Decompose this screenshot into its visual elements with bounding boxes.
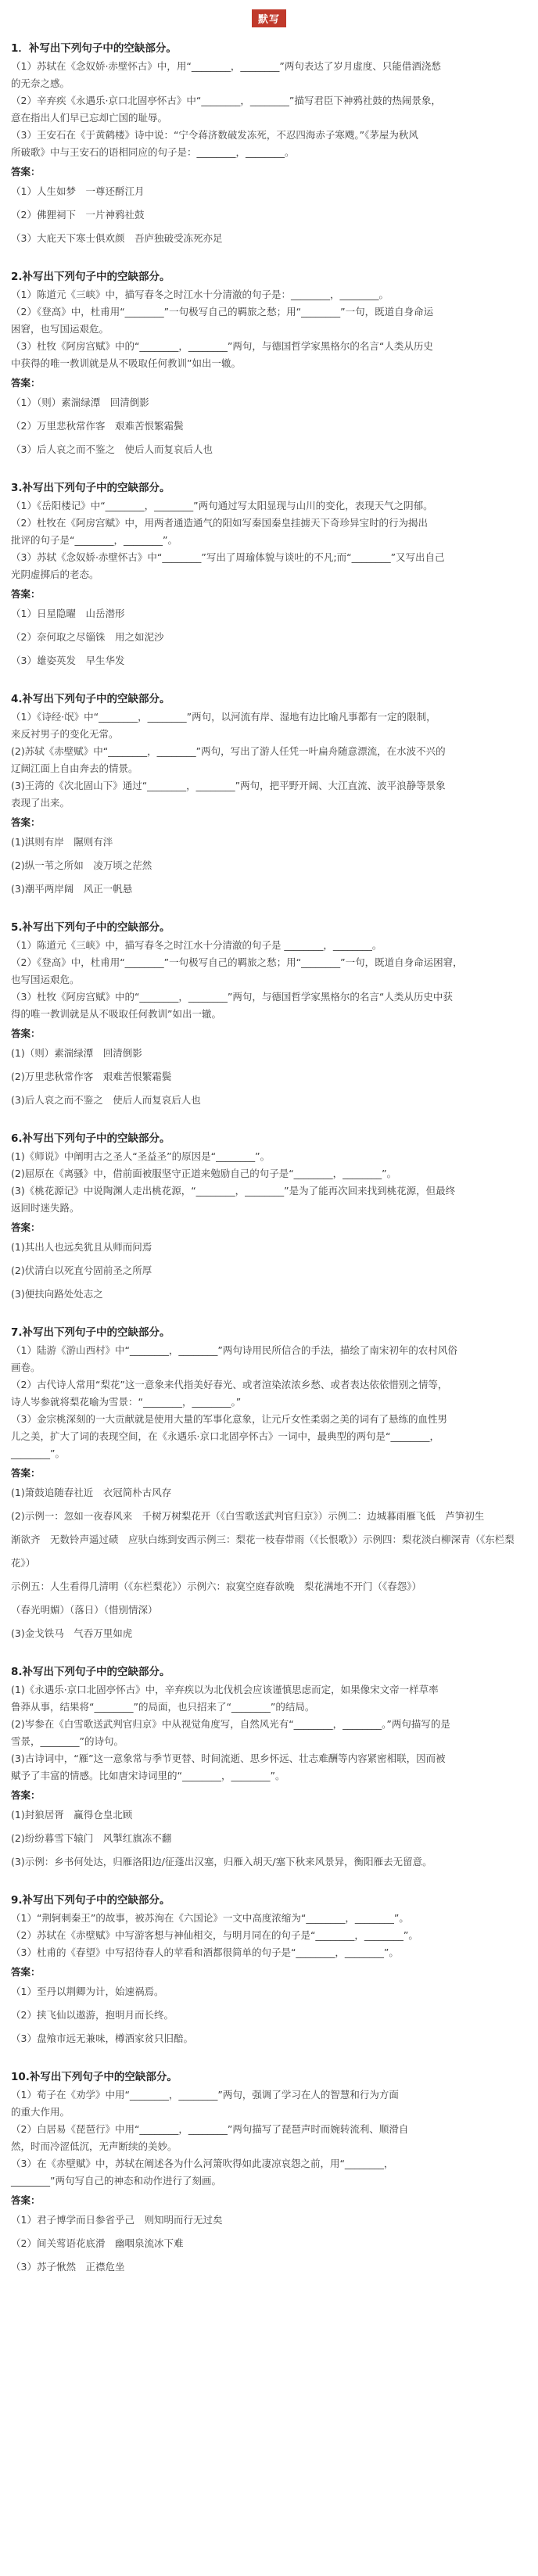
question-line: (2)屈原在《离骚》中，借前面被服坚守正道来勉励自己的句子是“________，________”。 xyxy=(11,1168,397,1179)
question-line: 也写国运艰危。 xyxy=(11,974,80,985)
answer-line: (1)封狼居胥 赢得仓皇北顾 xyxy=(11,1809,133,1821)
question-section xyxy=(11,1129,527,1320)
question-line: （1）陆游《游山西村》中“________，________”两句诗用民所信合的手法，描绘了南宋初年的农村风俗 xyxy=(11,1344,457,1356)
answer-line: （3）盘飧市远无兼味，樽酒家贫只旧醅。 xyxy=(11,2032,193,2044)
answer-label: 答案： xyxy=(11,1467,41,1479)
answer-line: （3）苏子愀然 正襟危坐 xyxy=(11,2261,125,2273)
question-line: 批评的句子是“________，________”。 xyxy=(11,534,178,546)
answer-line: （春光明媚）（落日）（惜别情深） xyxy=(11,1604,158,1616)
question-title: 8.补写出下列句子中的空缺部分。 xyxy=(11,1666,170,1678)
answer-line: (1)其出人也远矣犹且从师而问焉 xyxy=(11,1241,152,1253)
answer-label: 答案： xyxy=(11,1222,41,1233)
answer-label: 答案： xyxy=(11,2194,41,2206)
answer-line: （1）人生如梦 一尊还酹江月 xyxy=(11,185,145,197)
question-line: 诗人岑参就将梨花喻为雪景：“________，________。” xyxy=(11,1396,242,1408)
answer-line: 示例五：人生看得几清明（《东栏梨花》）示例六：寂寞空庭春欲晚 梨花满地不开门（《春怨》） xyxy=(11,1580,422,1592)
question-title: 10.补写出下列句子中的空缺部分。 xyxy=(11,2071,178,2083)
question-line: (3)《桃花源记》中说陶渊人走出桃花源，“________，________”是为了能再次回来找到桃花源，但最终 xyxy=(11,1185,456,1197)
answer-label: 答案： xyxy=(11,166,41,178)
section-gap xyxy=(11,250,527,264)
answer-line: （3）雄姿英发 早生华发 xyxy=(11,655,125,666)
answer-line: (1)淇则有岸 隰则有泮 xyxy=(11,836,113,848)
question-line: 来反衬男子的变化无常。 xyxy=(11,728,119,740)
question-line: （1）陈道元《三峡》中，描写春冬之时江水十分清澈的句子是：________，________。 xyxy=(11,289,389,300)
question-line: ________”。 xyxy=(11,1448,65,1459)
answer-line: 渐欲齐 无数铃声遥过碛 应驮白练到安西示例三：梨花一枝春带雨（《长恨歌》）示例四：梨花淡白柳深青（《东栏梨花》） xyxy=(11,1534,515,1569)
question-line: 雪景，________”的诗句。 xyxy=(11,1735,124,1747)
section-gap xyxy=(11,2050,527,2065)
answer-line: (1)（则）素湍绿潭 回清倒影 xyxy=(11,1047,142,1059)
answer-line: (3)后人哀之而不鉴之 使后人而复哀后人也 xyxy=(11,1094,201,1106)
question-section xyxy=(11,267,527,475)
title-badge: 默写 xyxy=(252,9,286,27)
question-line: （2）白居易《琵琶行》中用“________，________”两句描写了琵琶声时而婉转流利、顺滑自 xyxy=(11,2123,409,2135)
answer-label: 答案： xyxy=(11,588,41,600)
section-gap xyxy=(11,1306,527,1320)
question-section xyxy=(11,2068,527,2293)
question-title: 5.补写出下列句子中的空缺部分。 xyxy=(11,921,170,934)
question-line: (2)岑参在《白雪歌送武判官归京》中从视觉角度写，自然风光有“________，________。”两句描写的是 xyxy=(11,1718,450,1730)
answer-line: (3)便扶向路处处志之 xyxy=(11,1288,103,1300)
answer-label: 答案： xyxy=(11,1966,41,1978)
question-line: 光阴虚掷后的老态。 xyxy=(11,569,99,580)
question-line: ________”两句写自己的神态和动作进行了刻画。 xyxy=(11,2175,221,2187)
answer-label: 答案： xyxy=(11,816,41,828)
question-line: （3）杜甫的《春望》中写招待春人的苹看和酒都很简单的句子是“________，________”。 xyxy=(11,1946,399,1958)
question-title: 9.补写出下列句子中的空缺部分。 xyxy=(11,1894,170,1907)
answer-line: （1）（则）素湍绿潭 回清倒影 xyxy=(11,396,149,408)
question-line: （3）王安石在《于黄鹤楼》诗中说：“宁令蒋济数破发冻死，不忍四海赤子寒飕。”《茅屋为秋风 xyxy=(11,129,418,141)
answer-line: (1)箫鼓追随春社近 衣冠简朴古风存 xyxy=(11,1487,172,1498)
answer-label: 答案： xyxy=(11,1028,41,1039)
question-line: (2)苏轼《赤壁赋》中“________，________”两句，写出了游人任凭一叶扁舟随意漂流，在水波不兴的 xyxy=(11,745,446,757)
answer-line: (3)潮平两岸阔 风正一帆悬 xyxy=(11,883,133,895)
question-line: 的重大作用。 xyxy=(11,2106,70,2118)
question-line: 的无奈之感。 xyxy=(11,77,70,89)
answer-line: （3）大庇天下寒士俱欢颜 吾庐独破受冻死亦足 xyxy=(11,232,223,244)
answer-line: (3)金戈铁马 气吞万里如虎 xyxy=(11,1627,133,1639)
answer-line: (2)万里悲秋常作客 艰难苦恨繁霜鬓 xyxy=(11,1071,172,1082)
question-line: 得的唯一教训就是从不吸取任何教训”如出一辙。 xyxy=(11,1008,221,1020)
question-title: 7.补写出下列句子中的空缺部分。 xyxy=(11,1326,170,1339)
section-gap xyxy=(11,673,527,687)
section-gap xyxy=(11,2279,527,2293)
question-line: （3）杜牧《阿房宫赋》中的“________，________”两句，与德国哲学家黑格尔的名言“人类从历史中获 xyxy=(11,991,453,1003)
question-section xyxy=(11,39,527,264)
answer-label: 答案： xyxy=(11,1789,41,1801)
answer-line: （2）间关莺语花底滑 幽咽泉流冰下难 xyxy=(11,2237,184,2249)
answer-label: 答案： xyxy=(11,377,41,389)
question-line: 所破歌》中与王安石的语相同应的句子是：________，________。 xyxy=(11,146,295,158)
answer-line: （3）后人哀之而不鉴之 使后人而复哀后人也 xyxy=(11,443,213,455)
question-line: 表现了出来。 xyxy=(11,797,70,809)
question-line: (1)《师说》中阐明古之圣人“圣益圣”的原因是“________”。 xyxy=(11,1150,271,1162)
question-title: 6.补写出下列句子中的空缺部分。 xyxy=(11,1132,170,1145)
question-line: （2）《登高》中，杜甫用“________”一句极写自己的羁旅之愁；用“________”一句，既道自身命运 xyxy=(11,306,434,318)
question-line: （2）苏轼在《赤壁赋》中写游客想与神仙相交，与明月同在的句子是“________，________”。 xyxy=(11,1929,418,1941)
answer-line: (2)伏清白以死直兮固前圣之所厚 xyxy=(11,1265,152,1276)
question-line: （2）杜牧在《阿房宫赋》中，用两者通造通气的阳如写秦国秦皇挂掳天下奇珍异宝时的行为揭出 xyxy=(11,517,428,529)
question-section xyxy=(11,918,527,1126)
question-section xyxy=(11,1323,527,1659)
question-line: 困窘，也写国运艰危。 xyxy=(11,323,109,335)
question-line: （1）“荆轲刺秦王”的故事，被苏洵在《六国论》一文中高度浓缩为“________，________”。 xyxy=(11,1912,409,1924)
question-line: 辽阔江面上自由奔去的情景。 xyxy=(11,762,138,774)
question-line: 返回时迷失路。 xyxy=(11,1202,80,1214)
question-line: 儿之美，扩大了词的表现空间，在《永遇乐·京口北固亭怀古》一词中，最典型的两句是“________， xyxy=(11,1430,439,1442)
question-title: 2.补写出下列句子中的空缺部分。 xyxy=(11,271,170,283)
question-title: 4.补写出下列句子中的空缺部分。 xyxy=(11,693,170,705)
answer-line: （1）日星隐曜 山岳潜形 xyxy=(11,608,125,619)
question-line: （1）苏轼在《念奴娇·赤壁怀古》中，用“________，________”两句表达了岁月虚度、只能借酒浇愁 xyxy=(11,60,441,72)
answer-line: （2）万里悲秋常作客 艰难苦恨繁霜鬓 xyxy=(11,420,184,432)
section-gap xyxy=(11,901,527,915)
question-line: （3）苏轼《念奴娇·赤壁怀古》中“________”写出了周瑜体貌与谈吐的不凡;而“________”又写出自己 xyxy=(11,551,445,563)
question-line: （1）《诗经·氓》中“________，________”两句，以河流有岸、湿地有边比喻凡事都有一定的限制， xyxy=(11,711,436,723)
question-section xyxy=(11,690,527,915)
question-line: 画卷。 xyxy=(11,1362,41,1373)
question-title: 1．补写出下列句子中的空缺部分。 xyxy=(11,42,177,55)
question-section xyxy=(11,1663,527,1888)
question-line: 意在指出人们早已忘却亡国的耻辱。 xyxy=(11,112,168,124)
question-line: （2）古代诗人常用“梨花”这一意象来代指美好春光、或者渲染浓浓乡愁、或者表达依依惜别之情等， xyxy=(11,1379,448,1390)
question-line: 鲁莽从事，结果将“________”的局面，也只招来了“________”的结局。 xyxy=(11,1701,315,1713)
answer-line: (3)示例：乡书何处达，归雁洛阳边/征蓬出汉塞，归雁入胡天/塞下秋来风景异，衡阳雁去无留意。 xyxy=(11,1856,432,1867)
section-gap xyxy=(11,1112,527,1126)
answer-line: (2)纵一苇之所如 凌万顷之茫然 xyxy=(11,859,152,871)
answer-line: (2)纷纷暮雪下辕门 风掣红旗冻不翻 xyxy=(11,1832,172,1844)
question-line: 中获得的唯一教训就是从不吸取任何教训”如出一辙。 xyxy=(11,357,241,369)
answer-line: （1）至丹以荆卿为计，始速祸焉。 xyxy=(11,1986,164,1997)
question-line: （1）《岳阳楼记》中“________，________”两句通过写太阳显现与山川的变化，表现天气之阴郁。 xyxy=(11,500,433,511)
question-title: 3.补写出下列句子中的空缺部分。 xyxy=(11,482,170,494)
question-line: （3）在《赤壁赋》中，苏轼在阐述各为什么河箫吹得如此凄凉哀怨之前，用“________， xyxy=(11,2158,394,2169)
answer-line: （1）君子博学而日参省乎己 则知明而行无过矣 xyxy=(11,2214,223,2226)
question-line: （1）陈道元《三峡》中，描写春冬之时江水十分清澈的句子是 ________，________。 xyxy=(11,939,382,951)
section-gap xyxy=(11,461,527,475)
question-line: 然，时而冷涩低沉，无声断续的美妙。 xyxy=(11,2140,178,2152)
question-section xyxy=(11,479,527,687)
answer-line: （2）挟飞仙以遨游，抱明月而长终。 xyxy=(11,2009,174,2021)
question-line: (3)王湾的《次北固山下》通过“________，________”两句，把平野开阔、大江直流、波平浪静等景象 xyxy=(11,780,446,791)
answer-line: (2)示例一：忽如一夜春风来 千树万树梨花开（《白雪歌送武判官归京》）示例二：边城暮雨雁飞低 芦笋初生 xyxy=(11,1510,485,1522)
sections-container xyxy=(11,39,527,2293)
section-gap xyxy=(11,1874,527,1888)
question-line: （2）辛弃疾《永遇乐·京口北固亭怀古》中“________，________”描写君臣下神鸦社鼓的热闹景象， xyxy=(11,95,441,106)
answer-line: （2）奈何取之尽锱铢 用之如泥沙 xyxy=(11,631,164,643)
question-line: (3)古诗词中，“雁”这一意象常与季节更替、时间流逝、思乡怀远、壮志难酬等内容紧密相联，因而被 xyxy=(11,1753,446,1764)
question-line: (1)《永遇乐·京口北固亭怀古》中，辛弃疾以为北伐机会应该谨慎思虑而定，如果像宋文帝一样草率 xyxy=(11,1684,439,1695)
banner xyxy=(11,0,527,36)
question-line: （3）杜牧《阿房宫赋》中的“________，________”两句，与德国哲学家黑格尔的名言“人类从历史 xyxy=(11,340,433,352)
question-section xyxy=(11,1891,527,2065)
question-line: （1）荀子在《劝学》中用“________，________”两句，强调了学习在人的智慧和行为方面 xyxy=(11,2089,399,2101)
question-line: （3）金宗桃深刻的一大贡献就是使用大量的军事化意象，让元斤女性柔弱之美的词有了悬练的血性男 xyxy=(11,1413,447,1425)
answer-line: （2）佛狸祠下 一片神鸦社鼓 xyxy=(11,209,145,221)
section-gap xyxy=(11,1645,527,1659)
question-line: 赋予了丰富的情感。比如唐宋诗词里的“________，________”。 xyxy=(11,1770,285,1781)
question-line: （2）《登高》中，杜甫用“________”一句极写自己的羁旅之愁；用“________”一句，既道自身命运困窘， xyxy=(11,956,463,968)
